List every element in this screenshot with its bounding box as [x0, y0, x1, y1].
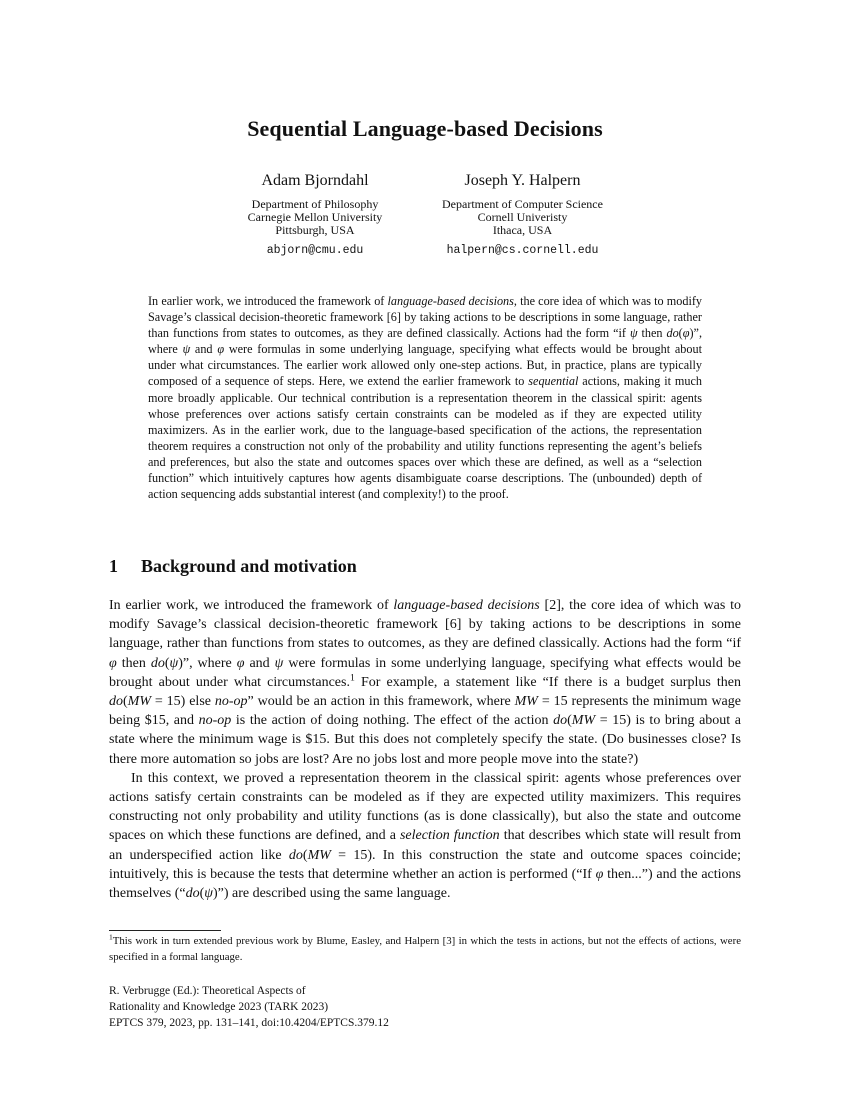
footer-line: R. Verbrugge (Ed.): Theoretical Aspects of [109, 985, 306, 997]
section-title: Background and motivation [141, 556, 357, 576]
footnote-marker: 1 [349, 672, 355, 684]
author-institution: Carnegie Mellon University [247, 209, 383, 224]
author-block-1 [230, 172, 400, 257]
author-email: abjorn@cmu.edu [266, 244, 364, 258]
author-block-2 [425, 172, 620, 257]
section-body [109, 596, 741, 903]
paper-title: Sequential Language-based Decisions [247, 116, 603, 141]
footer-line: Rationality and Knowledge 2023 (TARK 2023) [109, 1001, 329, 1013]
author-institution: Cornell Univeristy [477, 209, 568, 224]
author-location: Pittsburgh, USA [275, 222, 355, 237]
paragraph: In earlier work, we introduced the framework of language-based decisions [2], the core idea of which was to modify Savage’s classical decision-theoretic framework [6] by taking actions to be descriptions in some language, rather than functions from states to outcomes, as they are defined classically. Actions had the form “if φ then do(ψ)”, where φ and ψ were formulas in some underlying language, specifying what effects would be brought about under what circumstances.$^1$ For example, a statement like “If there is a budget surplus then do(MW = 15) else no-op” would be an action in this framework, where MW = 15 represents the minimum wage being $15, and no-op is the action of doing nothing. The effect of the action do(MW = 15) is to bring about a state where the minimum wage is $15. But this does not completely specify the state. (Do businesses close? Is there more automation so jobs are lost? Are no jobs lost and more people move into the state?) [109, 598, 742, 767]
paragraph: In this context, we proved a representation theorem in the classical spirit: agents whose preferences over actions satisfy certain constraints can be modeled as if they are expected utility maximizers. This requires constructing not only probability and utility functions (as is done classically), but also the state and outcome spaces on which these functions are defined, and a selection function that describes which state will result from an underspecified action like do(MW = 15). In this construction the state and outcome spaces coincide; intuitively, this is because the tests that determine whether an action is performed (“If φ then...”) and the actions themselves (“do(ψ)”) are described using the same language. [109, 770, 741, 902]
section-number: 1 [109, 556, 118, 576]
author-department: Department of Philosophy [251, 197, 379, 211]
footnote [109, 934, 741, 965]
section-heading [109, 556, 357, 577]
author-name: Adam Bjorndahl [261, 172, 369, 189]
author-email: halpern@cs.cornell.edu [446, 244, 599, 258]
footnote-divider [109, 930, 221, 931]
footnote-text: This work in turn extended previous work by Blume, Easley, and Halpern [3] in which the tests in actions, but not the effects of actions, were specified in a formal language. [109, 935, 741, 963]
author-location: Ithaca, USA [492, 222, 553, 237]
footnote-marker: 1 [109, 932, 113, 942]
footer-line: EPTCS 379, 2023, pp. 131–141, doi:10.4204/EPTCS.379.12 [109, 1017, 389, 1029]
publication-footer [109, 983, 389, 1031]
abstract: In earlier work, we introduced the framework of language-based decisions, the core idea of which was to modify Savage’s classical decision-theoretic framework [6] by taking actions to be descriptions in some language, rather than functions from states to outcomes, as they are defined classically. Actions had the form “if ψ then do(φ)”, where ψ and φ were formulas in some underlying language, specifying what effects would be brought about under what circumstances. The earlier work allowed only one-step actions. But, in practice, plans are typically composed of a sequence of steps. Here, we extend the earlier framework to sequential actions, making it much more broadly applicable. Our technical contribution is a representation theorem in the classical spirit: agents whose preferences over actions satisfy certain constraints can be modeled as if they are expected utility maximizers. As in the earlier work, due to the language-based specification of the actions, the representation theorem requires a construction not only of the probability and utility functions representing the agent’s beliefs and preferences, but also the state and outcomes spaces over which these are defined, as well as a “selection function” which intuitively captures how agents disambiguate coarse descriptions. The (unbounded) depth of action sequencing adds substantial interest (and complexity!) to the proof. [148, 294, 702, 502]
author-name: Joseph Y. Halpern [464, 172, 581, 189]
author-department: Department of Computer Science [442, 197, 603, 211]
